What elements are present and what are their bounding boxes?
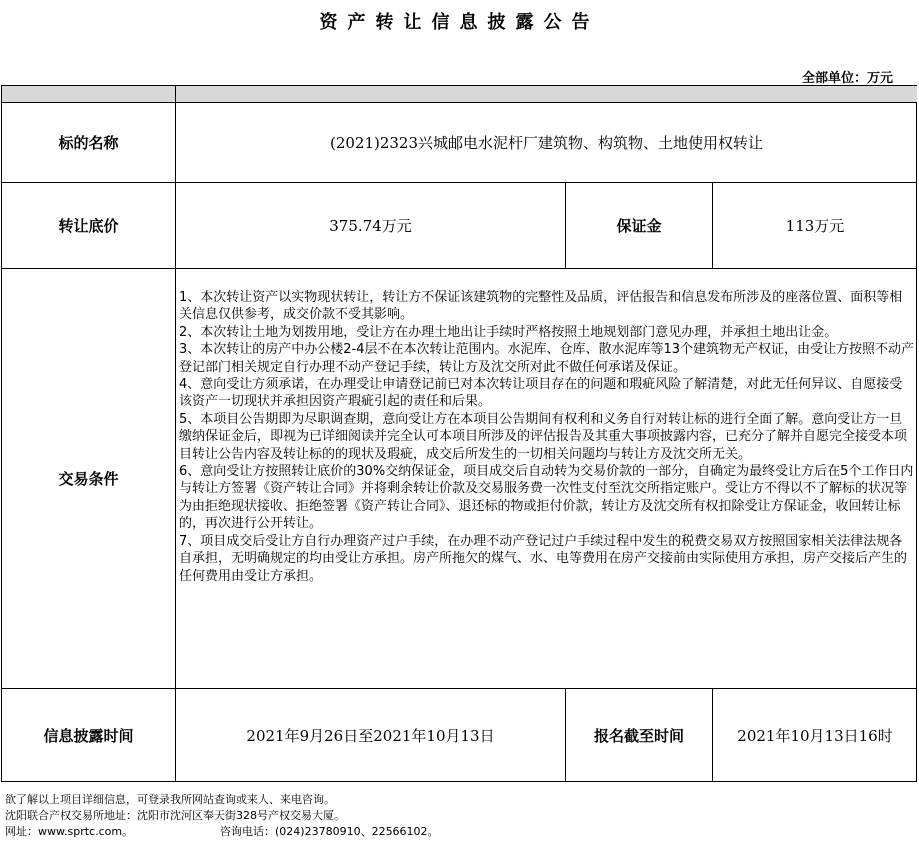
condition-item: 6、意向受让方按照转让底价的30%交纳保证金，项目成交后自动转为交易价款的一部分，自确定为最终受让方后在5个工作日内与转让方签署《资产转让合同》并将剩余转让价款及交易服务费一次性支付至沈交所指定账户。受让方不得以不了解标的状况等为由拒绝现状接收、拒绝签署《资产转让合同》、退还标的物或拒付价款，转让方及沈交所有权扣除受让方保证金，收回转让标的，再次进行公开转让。 [179, 464, 914, 532]
price-value: 375.74万元 [176, 183, 566, 269]
deposit-label: 保证金 [566, 183, 713, 269]
deadline-label: 报名截至时间 [566, 689, 713, 781]
condition-item: 1、本次转让资产以实物现状转让，转让方不保证该建筑物的完整性及品质，评估报告和信息发布所涉及的座落位置、面积等相关信息仅供参考，成交价款不受其影响。 [179, 290, 903, 323]
subject-value: (2021)2323兴城邮电水泥杆厂建筑物、构筑物、土地使用权转让 [176, 103, 917, 183]
conditions-label: 交易条件 [2, 269, 176, 689]
phone-number: 咨询电话：(024)23780910、22566102。 [220, 825, 439, 838]
deposit-value: 113万元 [713, 183, 917, 269]
condition-item: 5、本项目公告期即为尽职调查期，意向受让方在本项目公告期间有权利和义务自行对转让标的进行全面了解。意向受让方一旦缴纳保证金后，即视为已详细阅读并完全认可本项目所涉及的评估报告及其重大事项披露内容，已充分了解并自愿完全接受本项目转让公告内容及转让标的的现状及瑕疵，成交后所发生的一切相关问题均与转让方及沈交所无关。 [179, 411, 908, 462]
subject-label: 标的名称 [2, 103, 176, 183]
header-band-left [2, 86, 176, 103]
condition-item: 7、项目成交后受让方自行办理资产过户手续，在办理不动产登记过户手续过程中发生的税费交易双方按照国家相关法律法规各自承担，无明确规定的均由受让方承担。房产所拖欠的煤气、水、电等费用在房产交接前由实际使用方承担，房产交接后产生的任何费用由受让方承担。 [179, 533, 908, 584]
disclosure-value: 2021年9月26日至2021年10月13日 [176, 689, 566, 781]
footer-line-info: 欲了解以上项目详细信息，可登录我所网站查询或来人、来电咨询。 [5, 793, 335, 806]
header-band-right [176, 86, 917, 103]
page-title: 资产转让信息披露公告 [319, 12, 600, 33]
unit-note: 全部单位：万元 [801, 71, 893, 86]
footer [5, 792, 439, 840]
footer-line-address: 沈阳联合产权交易所地址：沈阳市沈河区奉天街328号产权交易大厦。 [5, 809, 345, 822]
info-table [1, 85, 917, 782]
price-label: 转让底价 [2, 183, 176, 269]
conditions-text [176, 269, 917, 689]
website-link[interactable]: 网址：www.sprtc.com。 [5, 825, 134, 838]
condition-item: 4、意向受让方须承诺，在办理受让申请登记前已对本次转让项目存在的问题和瑕疵风险了解清楚，对此无任何异议、自愿接受该资产一切现状并承担因资产瑕疵引起的责任和后果。 [179, 377, 903, 410]
condition-item: 3、本次转让的房产中办公楼2-4层不在本次转让范围内。水泥库、仓库、散水泥库等13个建筑物无产权证，由受让方按照不动产登记部门相关规定自行办理不动产登记手续，转让方及沈交所对此不做任何承诺及保证。 [179, 342, 915, 375]
deadline-value: 2021年10月13日16时 [737, 726, 893, 745]
footer-line-contact [5, 824, 439, 840]
disclosure-label: 信息披露时间 [2, 689, 176, 781]
condition-item: 2、本次转让土地为划拨用地，受让方在办理土地出让手续时严格按照土地规划部门意见办理，并承担土地出让金。 [179, 324, 838, 340]
